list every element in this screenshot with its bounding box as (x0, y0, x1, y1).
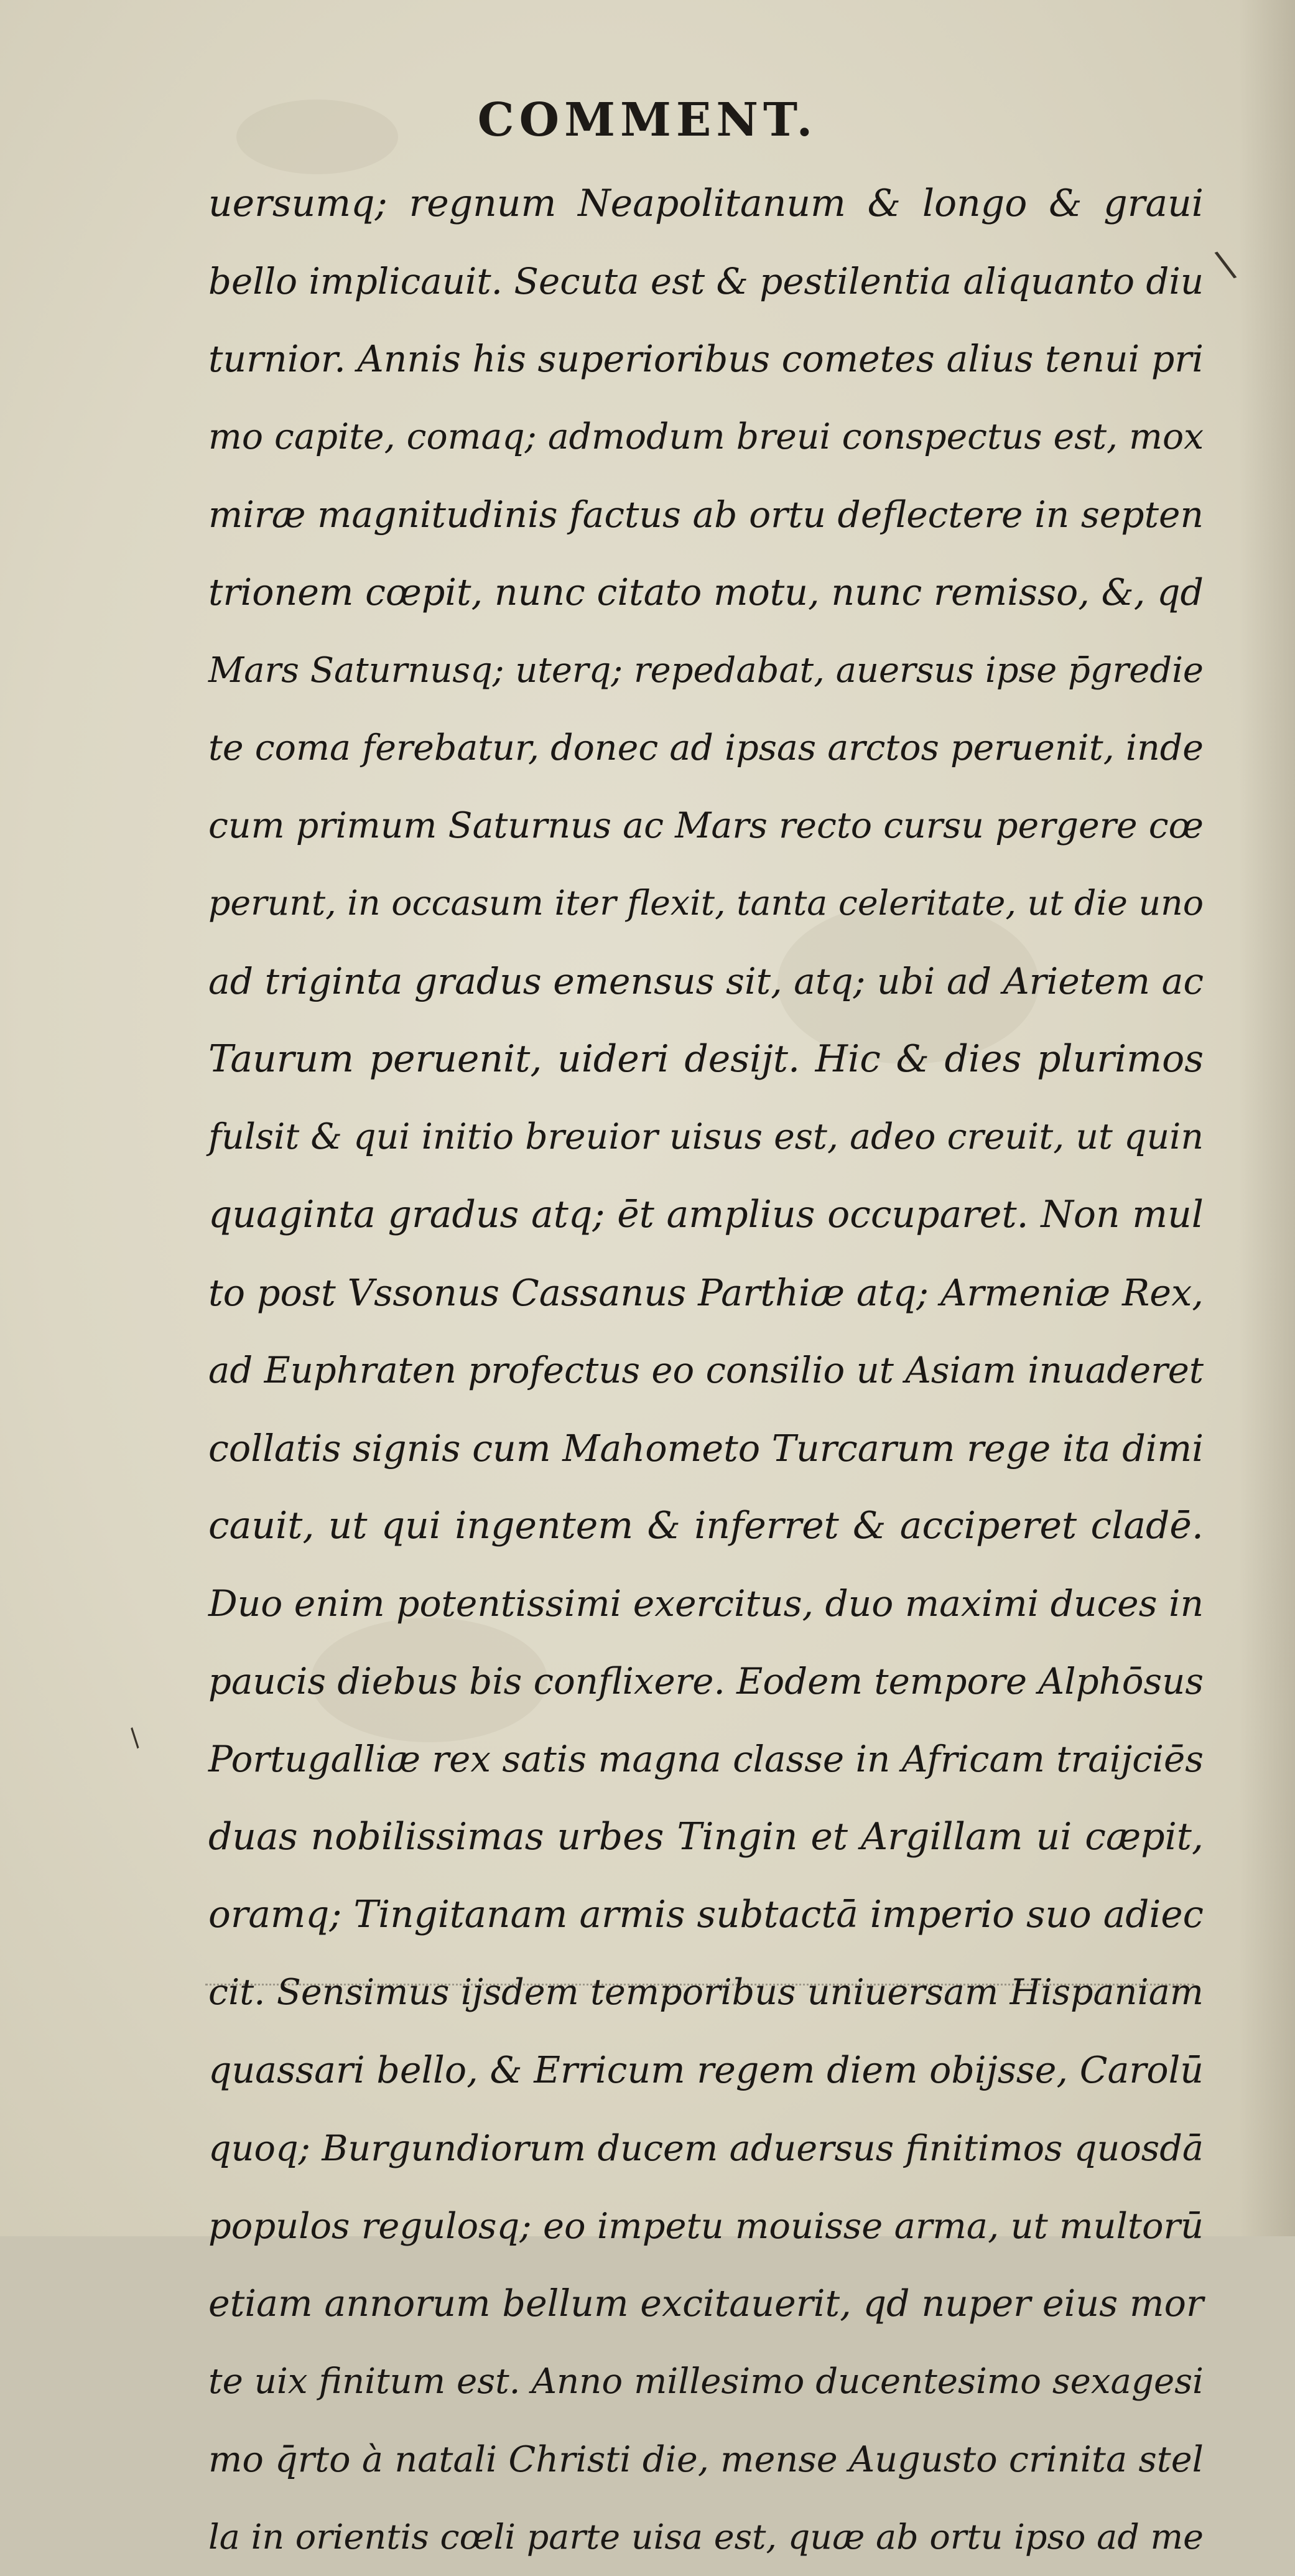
text-line: perunt, in occasum iter flexit, tanta celeritate, ut die uno (208, 884, 1204, 923)
text-line: duas nobilissimas urbes Tingin et Argillam ui cæpit, (208, 1815, 1204, 1859)
text-line: te coma ferebatur, donec ad ipsas arctos peruenit, inde (208, 727, 1204, 768)
body-text (208, 165, 1204, 2576)
margin-stray-mark: / (123, 1724, 147, 1752)
text-line: cum primum Saturnus ac Mars recto cursu pergere cœ (208, 805, 1204, 846)
text-line: Duo enim potentissimi exercitus, duo maximi duces in (208, 1582, 1204, 1625)
text-line: paucis diebus bis conflixere. Eodem tempore Alphōsus (208, 1660, 1204, 1702)
margin-stray-mark: \ (1212, 241, 1239, 287)
text-line: la in orientis cœli parte uisa est, quæ ab ortu ipso ad me (208, 2517, 1204, 2557)
text-line: Taurum peruenit, uideri desijt. Hic & dies plurimos (208, 1037, 1204, 1081)
text-line: etiam annorum bellum excitauerit, qd nuper eius mor (208, 2282, 1204, 2325)
text-line: collatis signis cum Mahometo Turcarum rege ita dimi (208, 1427, 1204, 1470)
text-line: Portugalliæ rex satis magna classe in Africam traijciēs (208, 1738, 1204, 1780)
bottom-dotted-rule (205, 1982, 1194, 1986)
text-line: turnior. Annis his superioribus cometes alius tenui pri (208, 338, 1204, 380)
text-line: uersumq; regnum Neapolitanum & longo & graui (208, 182, 1204, 225)
text-line: ad Euphraten profectus eo consilio ut Asiam inuaderet (208, 1350, 1204, 1391)
text-line: to post Vssonus Cassanus Parthiæ atq; Armeniæ Rex, (208, 1271, 1204, 1314)
text-line: mo capite, comaq; admodum breui conspectus est, mox (208, 416, 1204, 457)
text-line: te uix finitum est. Anno millesimo ducentesimo sexagesi (208, 2361, 1204, 2402)
running-header: COMMENT. (477, 93, 818, 147)
text-line: mo q̄rto à natali Christi die, mense Augusto crinita stel (208, 2438, 1204, 2480)
text-line: fulsit & qui initio breuior uisus est, adeo creuit, ut quin (208, 1116, 1204, 1157)
text-line: ad triginta gradus emensus sit, atq; ubi ad Arietem ac (208, 960, 1204, 1002)
text-line: oramq; Tingitanam armis subtactā imperio suo adiec (208, 1893, 1204, 1936)
text-line: bello implicauit. Secuta est & pestilentia aliquanto diu (208, 260, 1204, 302)
text-line: cauit, ut qui ingentem & inferret & acciperet cladē. (208, 1504, 1204, 1547)
text-line: cit. Sensimus ijsdem temporibus uniuersam Hispaniam (208, 1972, 1204, 2013)
text-line: trionem cœpit, nunc citato motu, nunc remisso, &, qd (208, 571, 1204, 614)
text-line: miræ magnitudinis factus ab ortu deflectere in septen (208, 493, 1204, 536)
text-line: quassari bello, & Erricum regem diem obijsse, Carolū (208, 2049, 1204, 2091)
text-line: Mars Saturnusq; uterq; repedabat, auersus ipse p̄gredie (208, 650, 1204, 691)
text-line: quoq; Burgundiorum ducem aduersus finitimos quosdā (208, 2127, 1204, 2169)
text-line: populos regulosq; eo impetu mouisse arma, ut multorū (208, 2205, 1204, 2247)
text-line: quaginta gradus atq; ēt amplius occuparet. Non mul (208, 1193, 1204, 1236)
gutter-shadow (1239, 0, 1295, 2236)
